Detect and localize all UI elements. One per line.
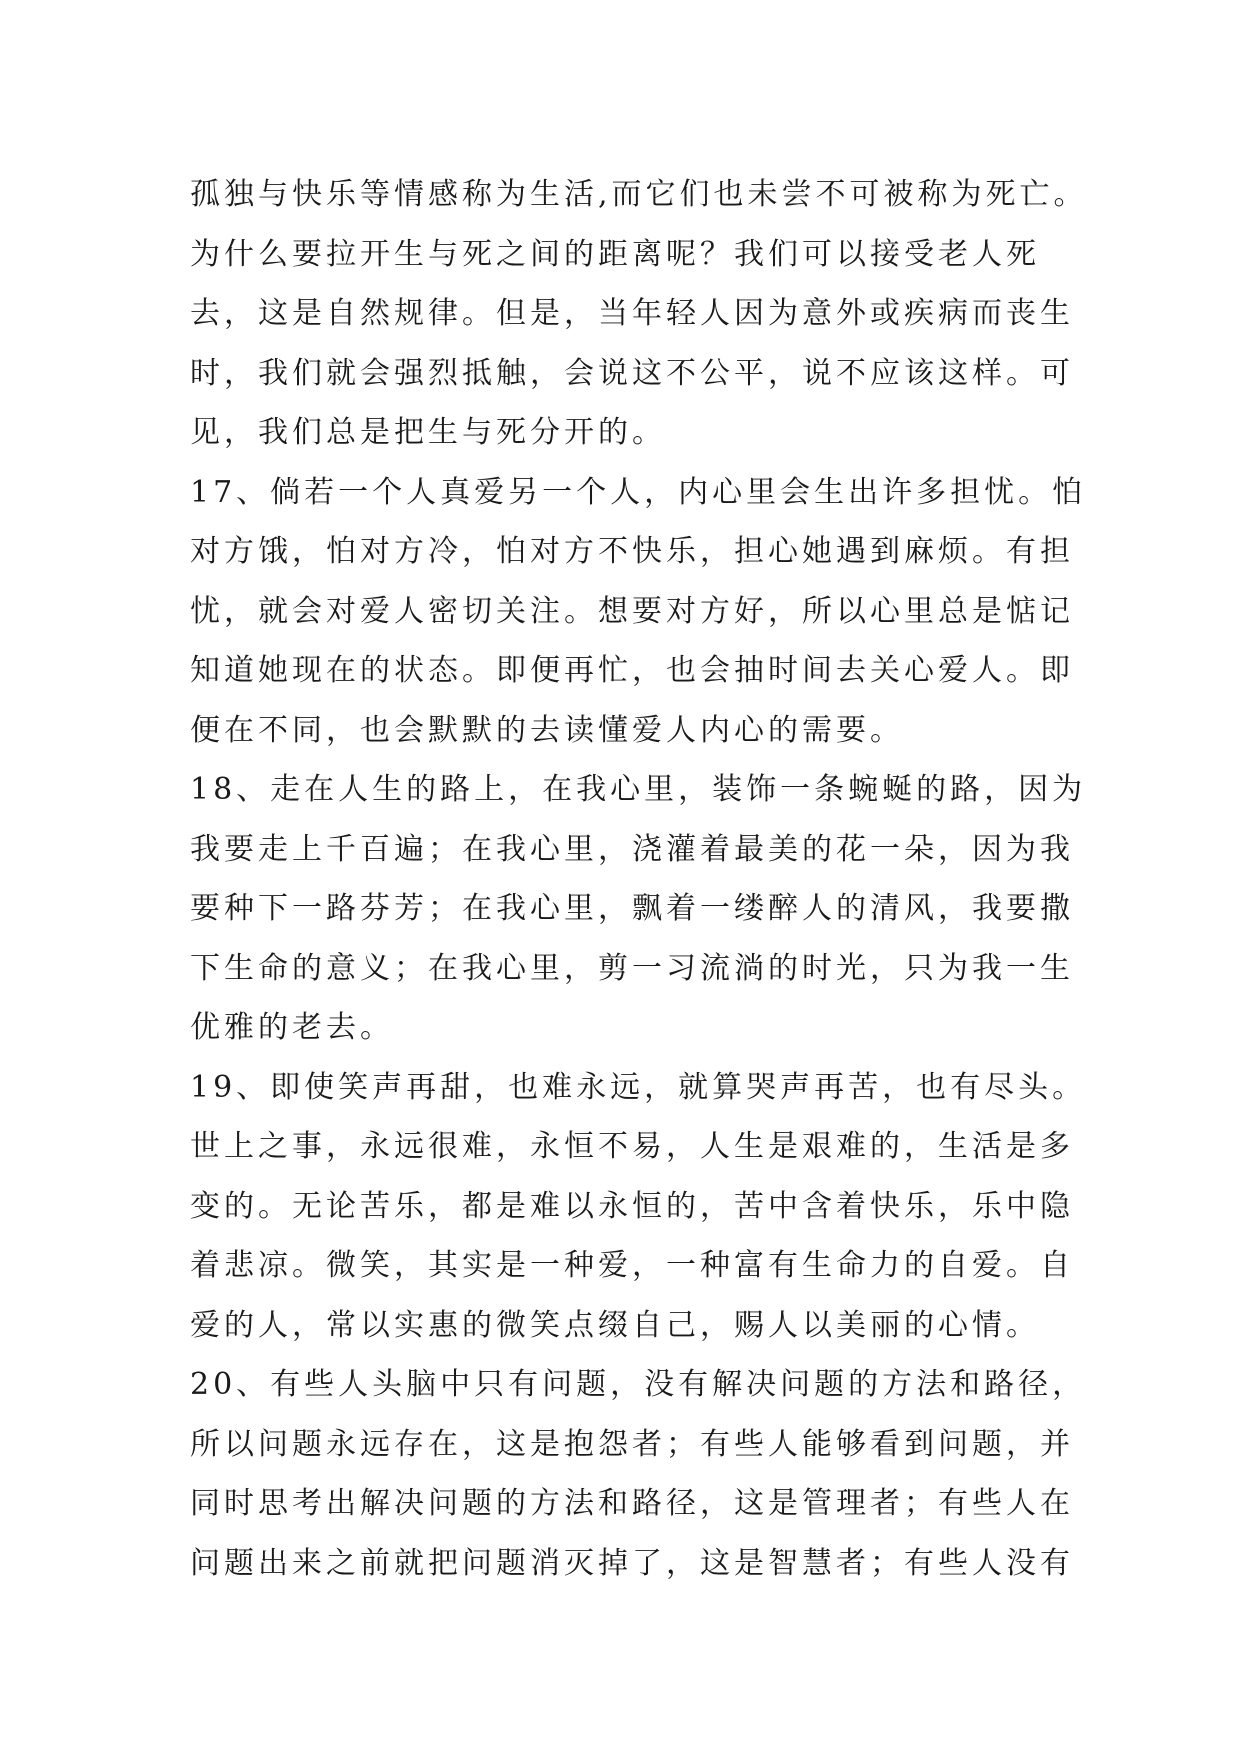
text-line: 孤独与快乐等情感称为生活,而它们也未尝不可被称为死亡。 <box>190 177 1088 212</box>
text-line: 忧，就会对爱人密切关注。想要对方好，所以心里总是惦记 <box>190 593 1074 629</box>
text-line: 去，这是自然规律。但是，当年轻人因为意外或疾病而丧生 <box>190 296 1074 331</box>
text-line: 对方饿，怕对方冷，怕对方不快乐，担心她遇到麻烦。有担 <box>190 534 1074 569</box>
text-line: 着悲凉。微笑，其实是一种爱，一种富有生命力的自爱。自 <box>190 1248 1074 1283</box>
text-line: 世上之事，永远很难，永恒不易，人生是艰难的，生活是多 <box>190 1129 1074 1164</box>
text-line: 见，我们总是把生与死分开的。 <box>190 415 666 450</box>
body-text <box>190 165 1090 1593</box>
text-line: 我要走上千百遍；在我心里，浇灌着最美的花一朵，因为我 <box>190 831 1074 867</box>
text-line: 同时思考出解决问题的方法和路径，这是管理者；有些人在 <box>190 1486 1074 1521</box>
text-line: 20、有些人头脑中只有问题，没有解决问题的方法和路径， <box>190 1367 1087 1402</box>
text-line: 问题出来之前就把问题消灭掉了，这是智慧者；有些人没有 <box>190 1545 1074 1581</box>
text-line: 爱的人，常以实惠的微笑点缀自己，赐人以美丽的心情。 <box>190 1307 1040 1343</box>
text-line: 18、走在人生的路上，在我心里，装饰一条蜿蜒的路，因为 <box>190 772 1087 807</box>
text-line: 17、倘若一个人真爱另一个人，内心里会生出许多担忧。怕 <box>190 474 1087 510</box>
text-line: 优雅的老去。 <box>190 1010 394 1045</box>
text-line: 19、即使笑声再甜，也难永远，就算哭声再苦，也有尽头。 <box>190 1069 1087 1105</box>
text-line: 要种下一路芬芳；在我心里，飘着一缕醉人的清风，我要撒 <box>190 891 1074 926</box>
text-line: 所以问题永远存在，这是抱怨者；有些人能够看到问题，并 <box>190 1426 1074 1462</box>
text-line: 知道她现在的状态。即便再忙，也会抽时间去关心爱人。即 <box>190 653 1074 688</box>
text-line: 下生命的意义；在我心里，剪一习流淌的时光，只为我一生 <box>190 950 1074 986</box>
text-line: 变的。无论苦乐，都是难以永恒的，苦中含着快乐，乐中隐 <box>190 1188 1074 1224</box>
text-line: 时，我们就会强烈抵触，会说这不公平，说不应该这样。可 <box>190 355 1074 391</box>
text-line: 便在不同，也会默默的去读懂爱人内心的需要。 <box>190 712 904 748</box>
text-line: 为什么要拉开生与死之间的距离呢？我们可以接受老人死 <box>190 236 1040 272</box>
